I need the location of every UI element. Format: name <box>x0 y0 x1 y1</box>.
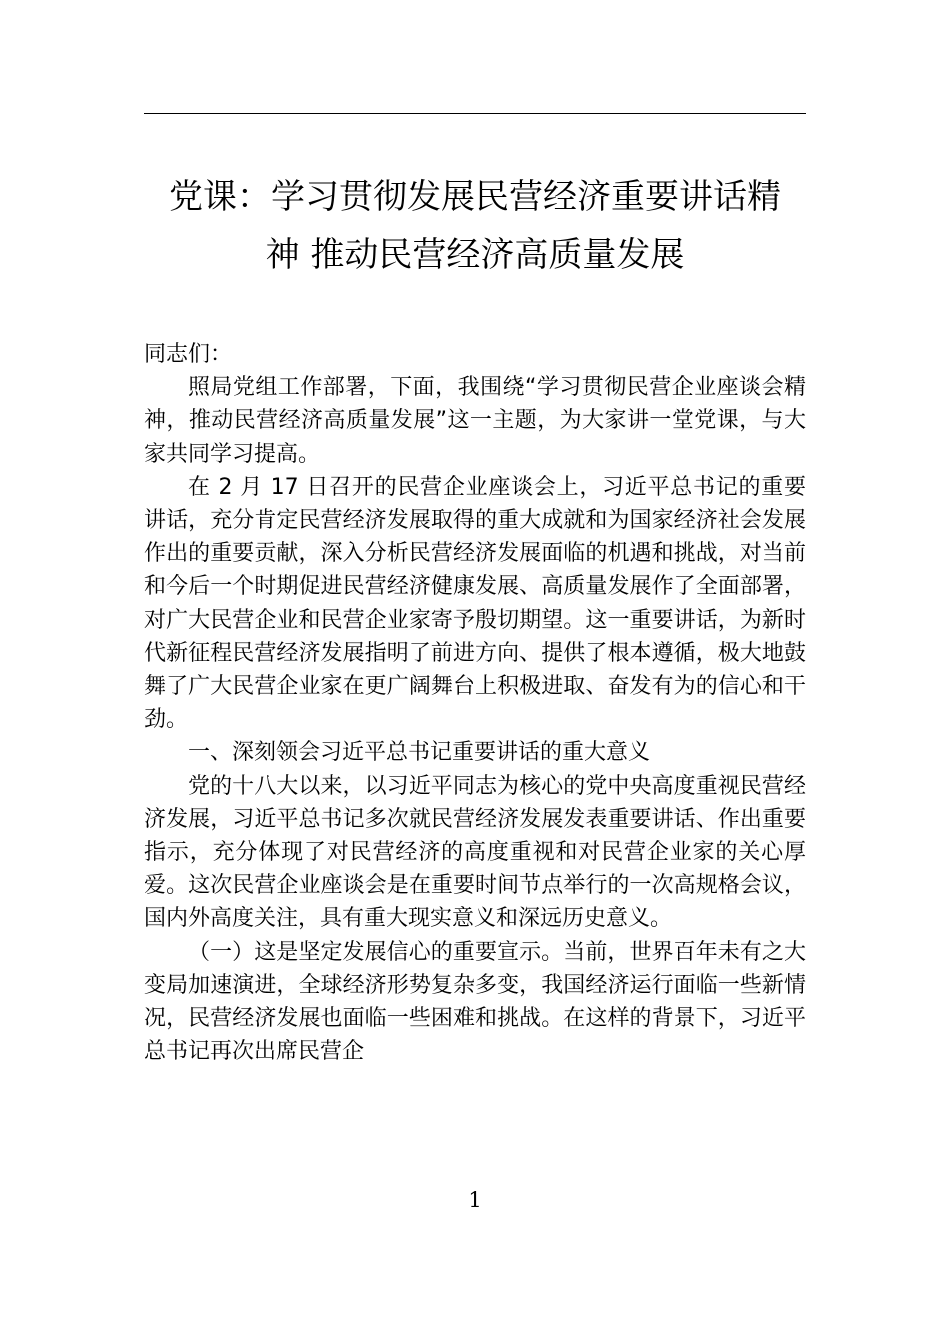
header-rule <box>144 113 806 114</box>
paragraph-subsection-1: （一）这是坚定发展信心的重要宣示。当前，世界百年未有之大变局加速演进，全球经济形势复杂多变，我国经济运行面临一些新情况，民营经济发展也面临一些困难和挑战。在这样的背景下，习近平总书记再次出席民营企 <box>144 939 806 1065</box>
section-heading-1: 一、深刻领会习近平总书记重要讲话的重大意义 <box>188 740 651 766</box>
document-body <box>144 338 806 1068</box>
title-line-1: 党课：学习贯彻发展民营经济重要讲话精 <box>169 177 781 217</box>
page-number: 1 <box>468 1188 482 1212</box>
title-line-2: 神 推动民营经济高质量发展 <box>265 235 685 275</box>
document-title <box>144 168 806 284</box>
paragraph-section-1: 党的十八大以来，以习近平同志为核心的党中央高度重视民营经济发展，习近平总书记多次就民营经济发展发表重要讲话、作出重要指示，充分体现了对民营经济的高度重视和对民营企业家的关心厚爱。这次民营企业座谈会是在重要时间节点举行的一次高规格会议，国内外高度关注，具有重大现实意义和深远历史意义。 <box>144 773 806 932</box>
paragraph-speech-summary: 在 2 月 17 日召开的民营企业座谈会上，习近平总书记的重要讲话，充分肯定民营经济发展取得的重大成就和为国家经济社会发展作出的重要贡献，深入分析民营经济发展面临的机遇和挑战，对当前和今后一个时期促进民营经济健康发展、高质量发展作了全面部署，对广大民营企业和民营企业家寄予殷切期望。这一重要讲话，为新时代新征程民营经济发展指明了前进方向、提供了根本遵循，极大地鼓舞了广大民营企业家在更广阔舞台上积极进取、奋发有为的信心和干劲。 <box>144 474 806 733</box>
salutation: 同志们： <box>144 342 233 367</box>
paragraph-intro: 照局党组工作部署，下面，我围绕“学习贯彻民营企业座谈会精神，推动民营经济高质量发展”这一主题，为大家讲一堂党课，与大家共同学习提高。 <box>144 375 806 467</box>
